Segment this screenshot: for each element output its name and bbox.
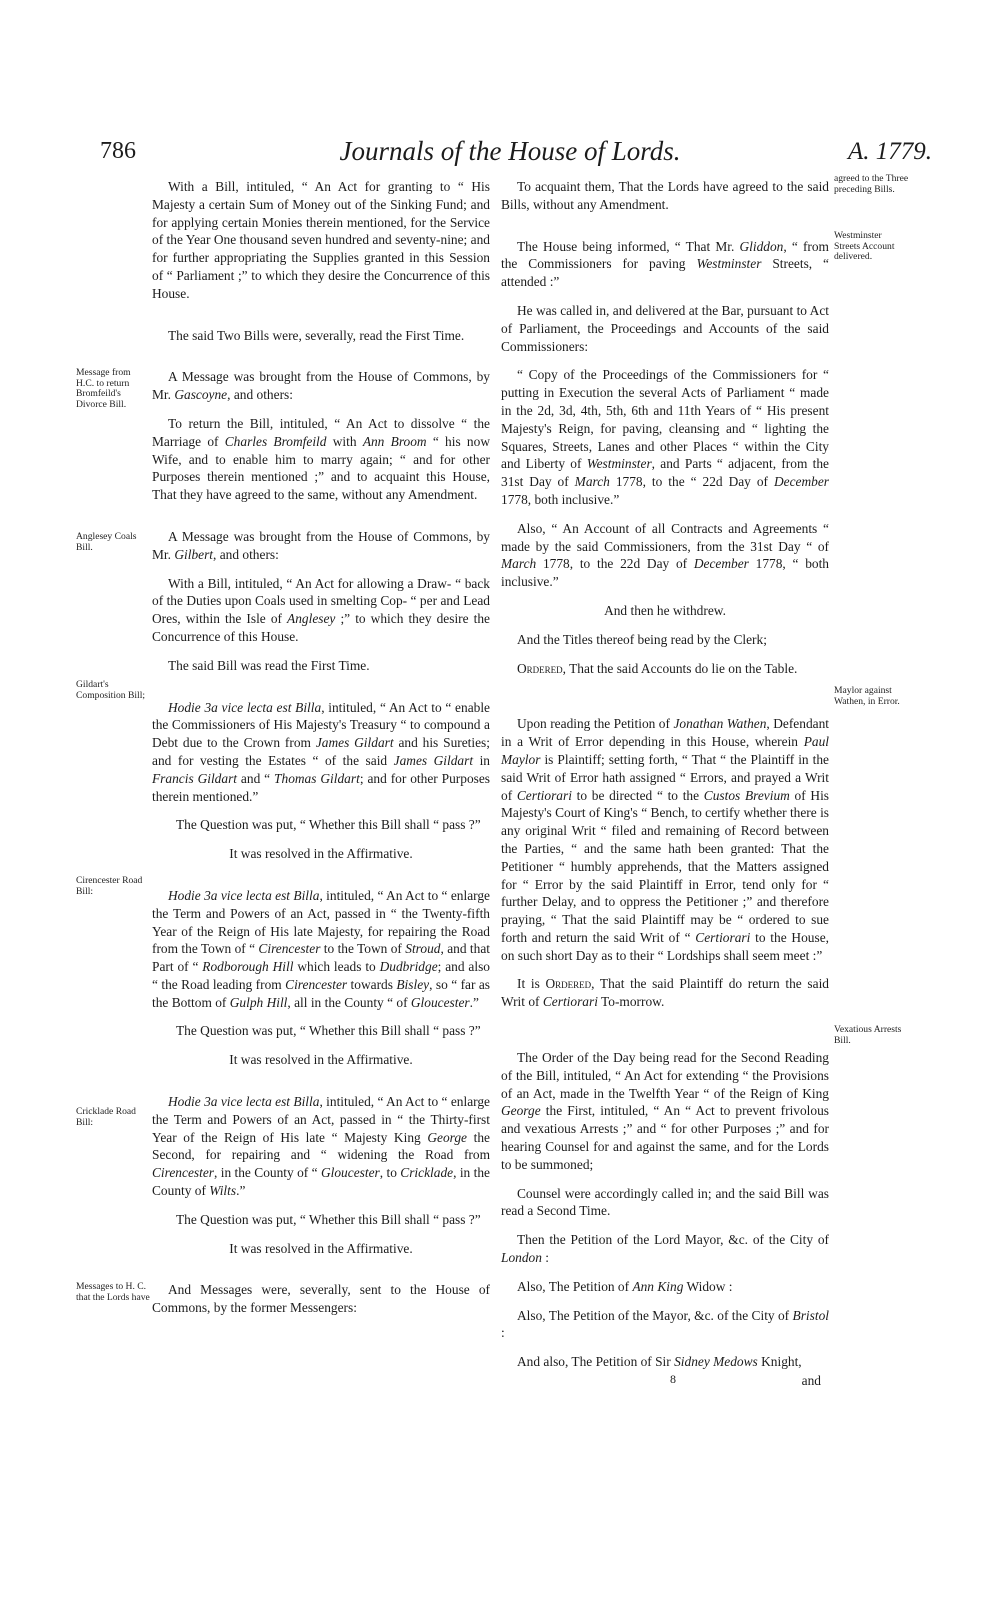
paragraph: With a Bill, intituled, “ An Act for granting to “ His Majesty a certain Sum of Money out of the Sinking Fund; and for applying certain Monies therein mentioned, for the Service of the Year One thousand seven hundred and seventy-nine; and for further appropriating the Supplies granted in this Session of “ Parliament ;” to which they desire the Concurrence of this House.	[152, 179, 490, 301]
paragraph: A Message was brought from the House of Commons, by Mr. Gascoyne, and others:	[152, 369, 490, 403]
paragraph: Then the Petition of the Lord Mayor, &c. of the City of London :	[501, 1232, 829, 1266]
paragraph: And also, The Petition of Sir Sidney Medows Knight,	[517, 1354, 802, 1370]
margin-note: Anglesey Coals Bill.	[76, 531, 137, 553]
paragraph: “ Copy of the Proceedings of the Commissioners for “ putting in Execution the several Acts of Parliament “ made in the 2d, 3d, 4th, 5th, 6th and 11th Years of “ His present Majesty's Reign, for paving, cleansing and “ lighting the Squares, Streets, Lanes and other Places “ within the City and Liberty of Westminster, and Parts “ adjacent, from the 31st Day of March 1778, to the “ 22d Day of December 1778, both inclusive.”	[501, 367, 829, 507]
paragraph: It is Ordered, That the said Plaintiff do return the said Writ of Certiorari To-morrow.	[501, 976, 829, 1010]
catchword: and	[801, 1372, 821, 1388]
paragraph: Also, “ An Account of all Contracts and Agreements “ made by the said Commissioners, from the 31st Day “ of March 1778, to the 22d Day of December 1778, “ both inclusive.”	[501, 520, 829, 590]
margin-note: agreed to the Three preceding Bills.	[834, 173, 909, 195]
paragraph: To acquaint them, That the Lords have agreed to the said Bills, without any Amendment.	[501, 179, 829, 212]
paragraph: A Message was brought from the House of Commons, by Mr. Gilbert, and others:	[152, 528, 490, 562]
paragraph: The House being informed, “ That Mr. Gliddon, “ from the Commissioners for paving Westminster Streets, “ attended :”	[501, 238, 829, 290]
resolution: It was resolved in the Affirmative.	[229, 846, 413, 862]
margin-note: Gildart's Composition Bill;	[76, 679, 146, 701]
paragraph: Counsel were accordingly called in; and the said Bill was read a Second Time.	[501, 1185, 829, 1219]
paragraph: Hodie 3a vice lecta est Billa, intituled, “ An Act to “ enable the Commissioners of His Majesty's Treasury “ to compound a Debt due to the Crown from James Gildart and his Sureties; and for vesting the Estates “ of the said James Gildart in Francis Gildart and “ Thomas Gildart; and for other Purposes therein mentioned.”	[152, 699, 491, 804]
resolution: It was resolved in the Affirmative.	[229, 1240, 413, 1256]
paragraph: The said Bill was read the First Time.	[168, 657, 370, 673]
running-year: A. 1779.	[847, 138, 932, 165]
question: The Question was put, “ Whether this Bill shall “ pass ?”	[176, 1211, 481, 1227]
running-title: Journals of the House of Lords.	[339, 136, 681, 166]
left-column	[152, 178, 490, 1328]
resolution: It was resolved in the Affirmative.	[229, 1052, 413, 1068]
paragraph: Hodie 3a vice lecta est Billa, intituled, “ An Act to “ enlarge the Term and Powers of an Act, passed in “ the Thirty-first Year of the Reign of His late “ Majesty King George the Second, for repairing and “ widening the Road from Cirencester, in the County of “ Gloucester, to Cricklade, in the County of Wilts.”	[152, 1094, 490, 1199]
margin-note: Maylor against Wathen, in Error.	[834, 685, 900, 707]
margin-note: Westminster Streets Account delivered.	[834, 230, 895, 262]
paragraph: He was called in, and delivered at the Bar, pursuant to Act of Parliament, the Proceedings and Accounts of the said Commissioners:	[501, 302, 829, 354]
question: The Question was put, “ Whether this Bill shall “ pass ?”	[176, 817, 481, 833]
paragraph: Upon reading the Petition of Jonathan Wathen, Defendant in a Writ of Error depending in this House, wherein Paul Maylor is Plaintiff; setting forth, “ That “ the Plaintiff in the said Writ of Error hath assigned “ Errors, and prayed a Writ of Certiorari to be directed “ to the Custos Brevium of His Majesty's Court of King's “ Bench, to certify whether there is any original Writ “ filed and remaining of Record between the Parties, “ and the same hath been granted: That the Petitioner “ humbly apprehends, that the Matters assigned for “ Error by the said Plaintiff in Error, tend only for “ further Delay, and to oppress the Petitioner ;” and therefore praying, “ That the said Plaintiff may be “ ordered to sue forth and return the said Writ of “ Certiorari to the House, on such short Day as to their “ Lordships shall seem meet :”	[501, 716, 830, 963]
paragraph: To return the Bill, intituled, “ An Act to dissolve “ the Marriage of Charles Bromfeild with Ann Broom “ his now Wife, and to enable him to marry again; “ and for other Purposes therein mentioned ;” and to acquaint this House, That they have agreed to the same, without any Amendment.	[152, 415, 490, 503]
margin-note: Vexatious Arrests Bill.	[834, 1024, 902, 1046]
margin-note: Cirencester Road Bill:	[76, 875, 143, 897]
margin-note: Messages to H. C. that the Lords have	[76, 1281, 150, 1303]
margin-note: Message from H.C. to return Bromfeild's Divorce Bill.	[76, 367, 131, 410]
running-header	[0, 136, 992, 176]
paragraph: And then he withdrew.	[604, 602, 726, 618]
paragraph: Ordered, That the said Accounts do lie on the Table.	[517, 660, 798, 676]
page-number: 786	[100, 138, 136, 164]
paragraph: And Messages were, severally, sent to the House of Commons, by the former Messengers:	[152, 1282, 490, 1316]
right-column	[501, 178, 829, 1390]
paragraph: The said Two Bills were, severally, read the First Time.	[168, 327, 465, 343]
paragraph: The Order of the Day being read for the Second Reading of the Bill, intituled, “ An Act for extending “ the Provisions of an Act, made in the Twelfth Year “ of the Reign of King George the First, intituled, “ An “ Act to prevent frivolous and vexatious Arrests ;” and “ for other Purposes ;” and for hearing Counsel for and against the same, and for the Lords to be summoned;	[501, 1050, 829, 1172]
paragraph: With a Bill, intituled, “ An Act for allowing a Draw- “ back of the Duties upon Coals used in smelting Cop- “ per and Lead Ores, within the Isle of Anglesey ;” to which they desire the Concurrence of this House.	[152, 575, 490, 644]
question: The Question was put, “ Whether this Bill shall “ pass ?”	[176, 1023, 481, 1039]
paragraph: Also, The Petition of Ann King Widow :	[517, 1278, 733, 1294]
paragraph: Also, The Petition of the Mayor, &c. of the City of Bristol :	[501, 1307, 829, 1341]
paragraph: And the Titles thereof being read by the Clerk;	[517, 631, 767, 647]
signature-mark: 8	[670, 1372, 676, 1387]
paragraph: Hodie 3a vice lecta est Billa, intituled, “ An Act to “ enlarge the Term and Powers of an Act, passed in “ the Twenty-fifth Year of the Reign of His late Majesty, for repairing the Road from the Town of “ Cirencester to the Town of Stroud, and that Part of “ Rodborough Hill which leads to Dudbridge; and also “ the Road leading from Cirencester towards Bisley, so “ far as the Bottom of Gulph Hill, all in the County “ of Gloucester.”	[152, 887, 491, 1010]
margin-note: Cricklade Road Bill:	[76, 1106, 136, 1128]
